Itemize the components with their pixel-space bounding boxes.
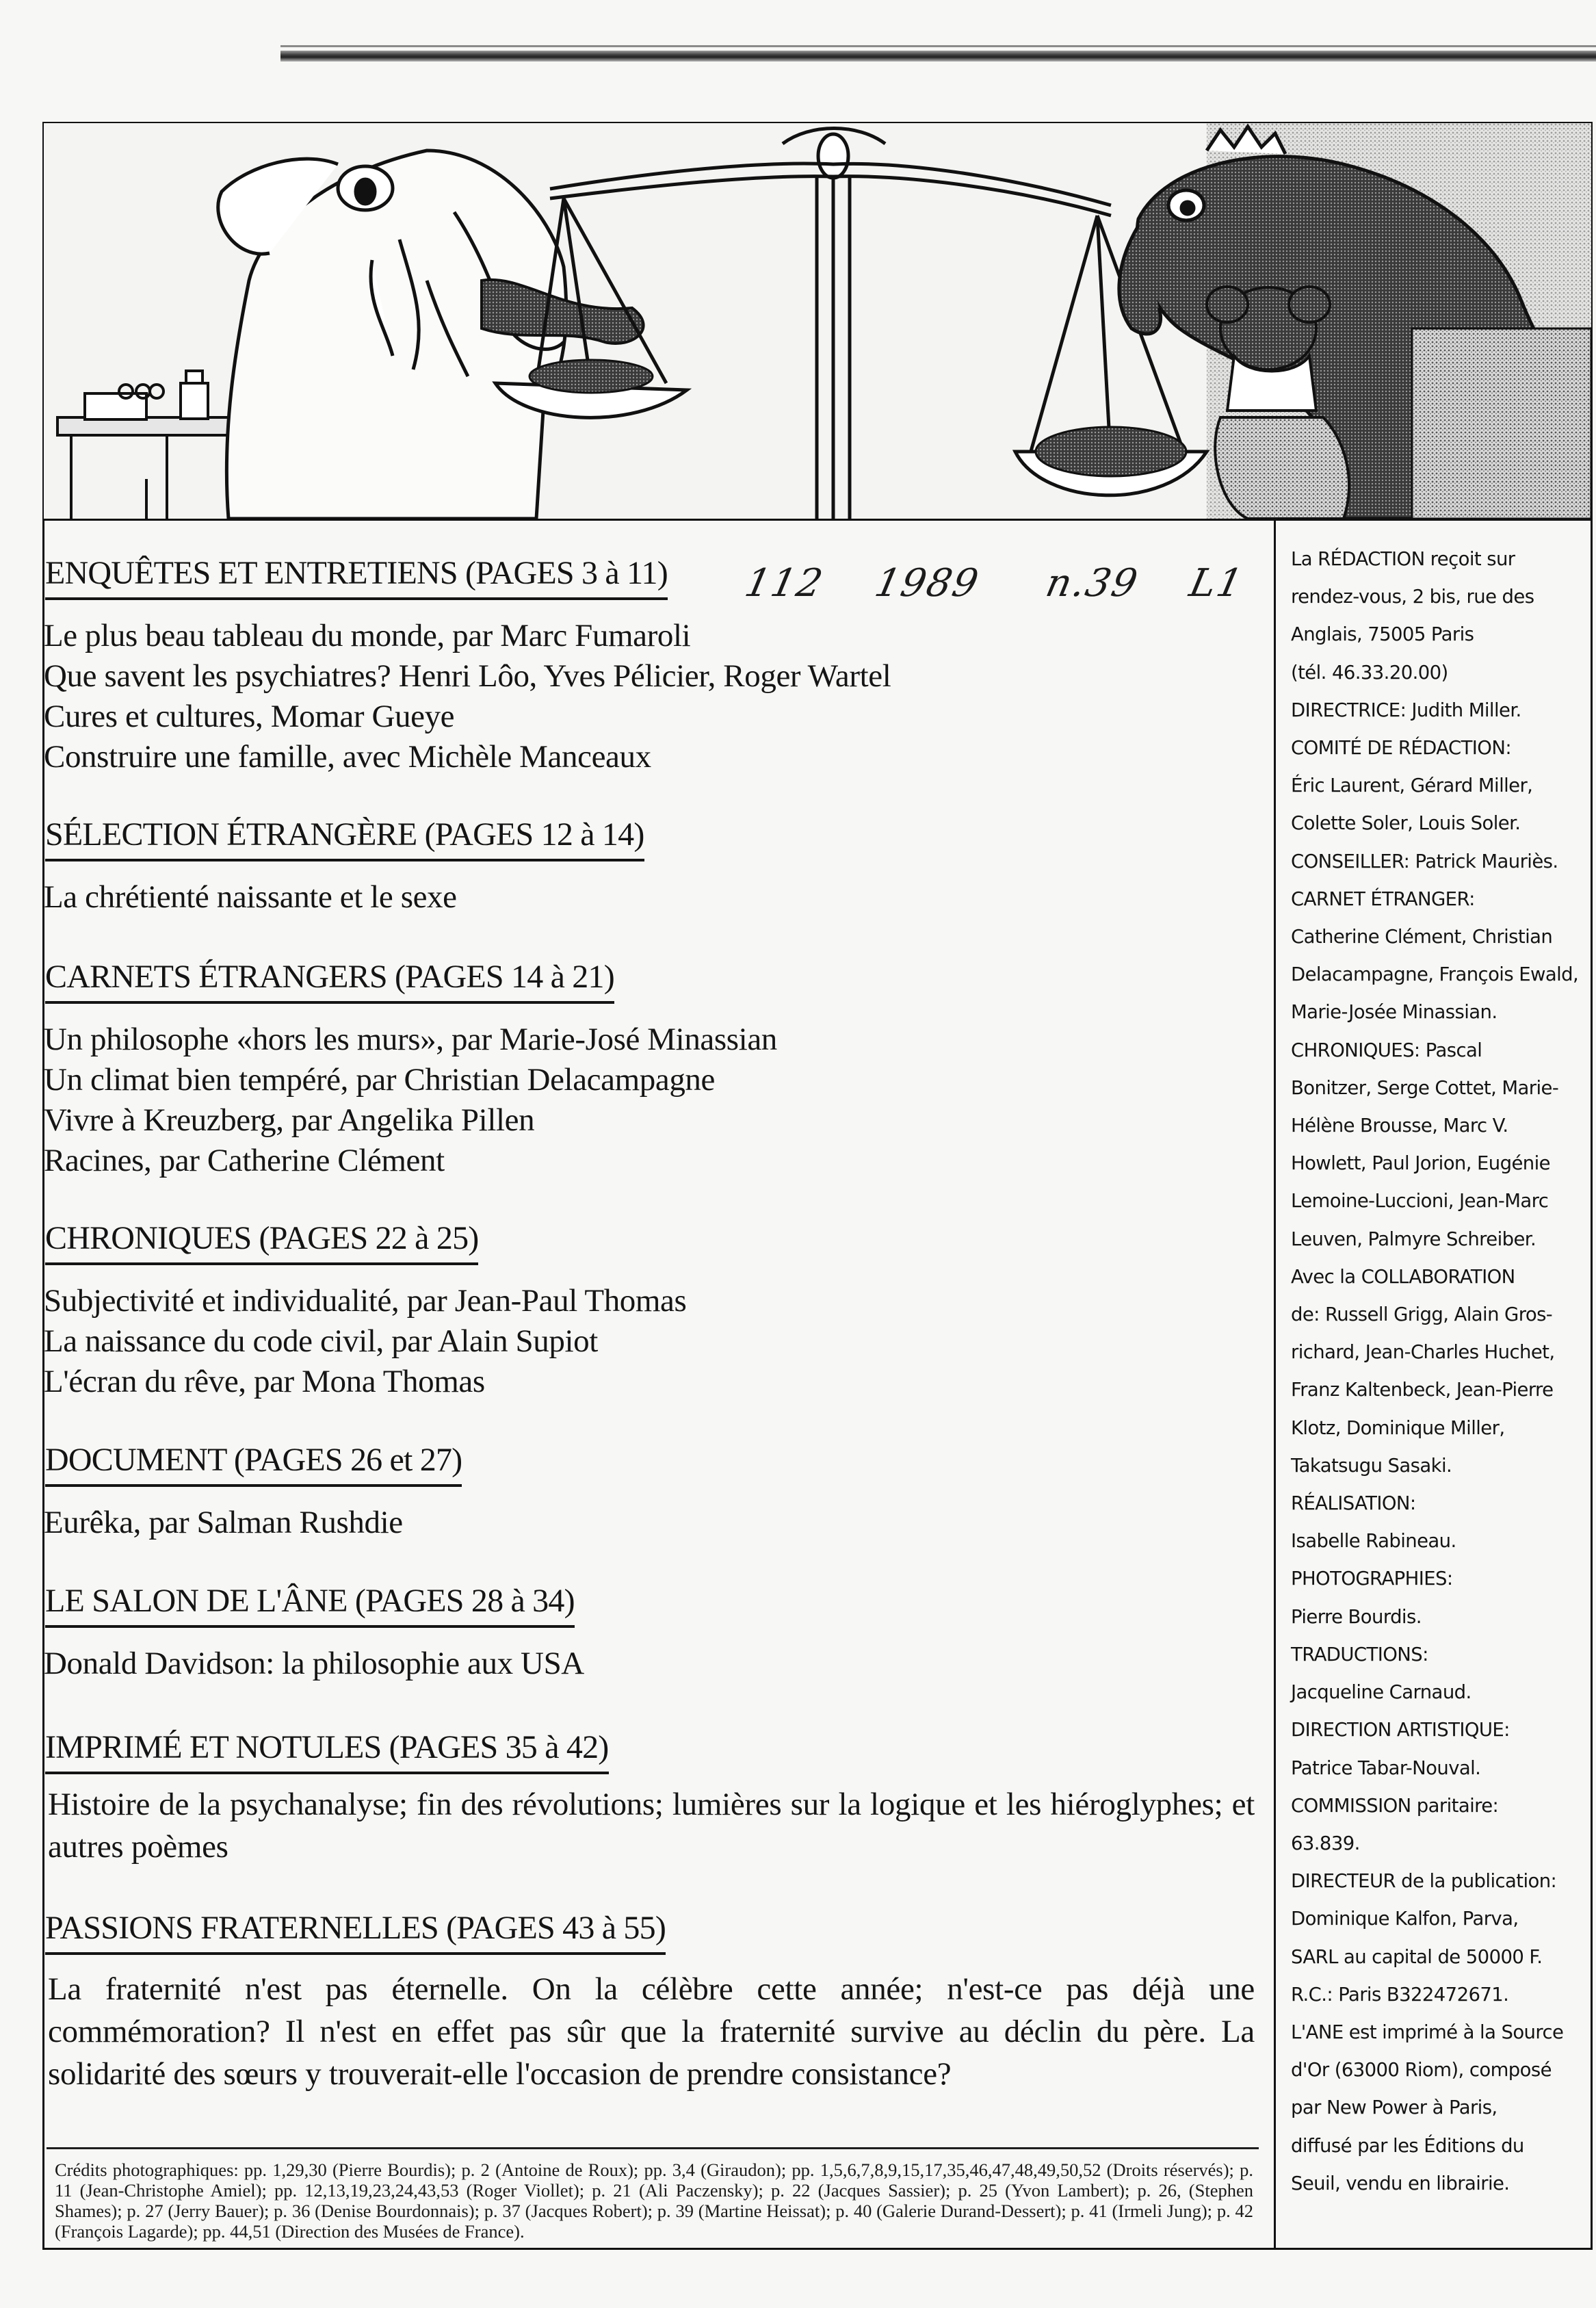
handwritten-note-part: 1989 — [871, 561, 984, 606]
section-header-passions: PASSIONS FRATERNELLES (PAGES 43 à 55) — [45, 1909, 666, 1955]
handwritten-note-part: 112 — [741, 561, 828, 606]
credits-divider — [47, 2147, 1259, 2149]
photo-credits: Crédits photographiques: pp. 1,29,30 (Pierre Bourdis); p. 2 (Antoine de Roux); pp. 3,4 (Giraudon); pp. 1,5,6,7,8,9,15,17,35,46,47,48,49,50,52 (Droits réservés); p. 11 (Jean-Christophe Amiel); pp. 12,13,19,23,24,43,53 (Roger Viollet); p. 21 (Ali Paczensky); p. 22 (Jacques Sassier); p. 25 (Yvon Lambert); p. 26, (Stephen Shames); p. 27 (Jerry Bauer); p. 36 (Denise Bourdonnais); p. 37 (Jacques Robert); p. 39 (Martine Heissat); p. 40 (Galerie Durand-Dessert); p. 41 (Irmeli Jung); p. 42 (François Lagarde); pp. 44,51 (Direction des Musées de France). — [55, 2160, 1253, 2242]
elephants-balance-illustration — [44, 123, 1591, 519]
handwritten-note — [741, 561, 1266, 623]
contents-line: La naissance du code civil, par Alain Supiot — [44, 1323, 598, 1359]
contents-line: Cures et cultures, Momar Gueye — [44, 699, 455, 734]
contents-line: Construire une famille, avec Michèle Manceaux — [44, 739, 651, 775]
contents-line: Le plus beau tableau du monde, par Marc Fumaroli — [44, 618, 691, 653]
section-header-carnets: CARNETS ÉTRANGERS (PAGES 14 à 21) — [45, 958, 614, 1004]
contents-line: Subjectivité et individualité, par Jean-Paul Thomas — [44, 1283, 687, 1319]
section-header-enquetes: ENQUÊTES ET ENTRETIENS (PAGES 3 à 11) — [45, 554, 668, 600]
handwritten-note-part: n.39 — [1042, 561, 1143, 606]
contents-line: Vivre à Kreuzberg, par Angelika Pillen — [44, 1102, 535, 1138]
contents-line: La chrétienté naissante et le sexe — [44, 879, 457, 915]
section-header-selection: SÉLECTION ÉTRANGÈRE (PAGES 12 à 14) — [45, 816, 644, 861]
contents-line: Un climat bien tempéré, par Christian Delacampagne — [44, 1062, 715, 1098]
masthead-sidebar — [1274, 520, 1593, 2250]
contents-line: L'écran du rêve, par Mona Thomas — [44, 1364, 485, 1399]
section-header-document: DOCUMENT (PAGES 26 et 27) — [45, 1441, 462, 1487]
section-paragraph-passions: La fraternité n'est pas éternelle. On la célèbre cette année; n'est-ce pas déjà une commémoration? Il n'est en effet pas sûr que la fraternité survive au déclin du père. La solidarité des sœurs y trouverait-elle l'occasion de prendre consistance? — [48, 1971, 1255, 2092]
contents-line: Donald Davidson: la philosophie aux USA — [44, 1646, 584, 1681]
section-items-salon — [44, 1644, 584, 1684]
section-items-carnets — [44, 1020, 777, 1181]
section-items-document — [44, 1503, 403, 1543]
handwritten-note-part: L1 — [1186, 561, 1248, 606]
section-header-chroniques: CHRONIQUES (PAGES 22 à 25) — [45, 1219, 478, 1265]
section-items-enquetes — [44, 616, 891, 777]
masthead-text: La RÉDACTION reçoit sur rendez-vous, 2 bis, rue des Anglais, 75005 Paris (tél. 46.33.20.00) DIRECTRICE: Judith Miller. COMITÉ DE RÉDACTION: Éric Laurent, Gérard Miller, Colette Soler, Louis Soler. CONSEILLER: Patrick Mauriès. CARNET ÉTRANGER: Catherine Clément, Christian Delacampagne, François Ewald, Marie-Josée Minassian. CHRONIQUES: Pascal Bonitzer, Serge Cottet, Marie- Hélène Brousse, Marc V. Howlett, Paul Jorion, Eugénie Lemoine-Luccioni, Jean-Marc Leuven, Palmyre Schreiber. Avec la COLLABORATION de: Russell Grigg, Alain Gros- richard, Jean-Charles Huchet, Franz Kaltenbeck, Jean-Pierre Klotz, Dominique Miller, Takatsugu Sasaki. RÉALISATION: Isabelle Rabineau. PHOTOGRAPHIES: Pierre Bourdis. TRADUCTIONS: Jacqueline Carnaud. DIRECTION ARTISTIQUE: Patrice Tabar-Nouval. COMMISSION paritaire: 63.839. DIRECTEUR de la publication: Dominique Kalfon, Parva, SARL au capital de 50000 F. R.C.: Paris B322472671. L'ANE est imprimé à la Source d'Or (63000 Riom), composé par New Power à Paris, diffusé par les Éditions du Seuil, vendu en librairie. — [1291, 548, 1579, 2194]
top-thin-rule — [280, 45, 1596, 47]
section-paragraph-imprime: Histoire de la psychanalyse; fin des révolutions; lumières sur la logique et les hiéroglyphes; et autres poèmes — [48, 1787, 1255, 1865]
contents-line: Eurêka, par Salman Rushdie — [44, 1505, 403, 1540]
contents-line: Que savent les psychiatres? Henri Lôo, Yves Pélicier, Roger Wartel — [44, 658, 891, 694]
contents-line: Racines, par Catherine Clément — [44, 1143, 445, 1178]
contents-line: Un philosophe «hors les murs», par Marie-José Minassian — [44, 1022, 777, 1057]
section-items-chroniques — [44, 1281, 686, 1402]
illustration-panel — [44, 123, 1591, 521]
top-rule — [280, 51, 1596, 62]
section-items-selection — [44, 877, 457, 918]
section-header-salon: LE SALON DE L'ÂNE (PAGES 28 à 34) — [45, 1582, 575, 1628]
section-header-imprime: IMPRIMÉ ET NOTULES (PAGES 35 à 42) — [45, 1728, 609, 1774]
